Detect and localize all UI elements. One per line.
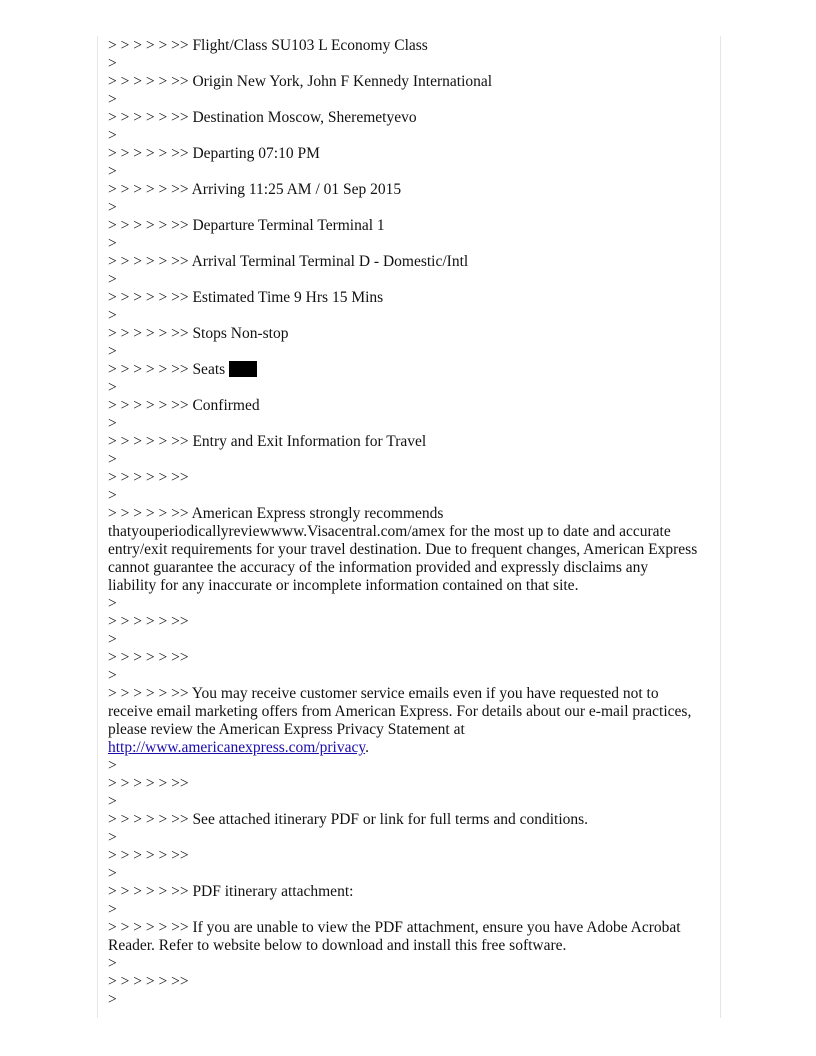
privacy-period: . — [365, 739, 369, 756]
pdf-attachment-line: > > > > > >> PDF itinerary attachment: — [108, 883, 354, 900]
quote-marker: > — [108, 595, 117, 612]
quote-marker: > — [108, 91, 117, 108]
quote-marker: > — [108, 865, 117, 882]
quote-marker: > — [108, 829, 117, 846]
empty-quote-line: > > > > > >> — [108, 775, 189, 792]
service-emails-paragraph — [108, 685, 698, 757]
arrival-terminal-line: > > > > > >> Arrival Terminal Terminal D - Domestic/Intl — [108, 253, 469, 270]
quote-marker: > — [108, 235, 117, 252]
quote-marker: > — [108, 343, 117, 360]
quote-marker: > — [108, 991, 117, 1008]
quote-marker: > — [108, 793, 117, 810]
quote-marker: > — [108, 631, 117, 648]
seats-label: > > > > > >> Seats — [108, 361, 230, 378]
quote-marker: > — [108, 757, 117, 774]
empty-quote-line: > > > > > >> — [108, 469, 189, 486]
origin-line: > > > > > >> Origin New York, John F Kennedy International — [108, 73, 493, 90]
quote-marker: > — [108, 901, 117, 918]
empty-quote-line: > > > > > >> — [108, 613, 189, 630]
privacy-link[interactable]: http://www.americanexpress.com/privacy — [108, 739, 366, 756]
empty-quote-line: > > > > > >> — [108, 847, 189, 864]
seats-line — [108, 361, 698, 379]
pdf-unable-paragraph: > > > > > >> If you are unable to view the PDF attachment, ensure you have Adobe Acrobat Reader. Refer to website below to download and install this free software. — [108, 919, 685, 954]
quote-marker: > — [108, 667, 117, 684]
email-body — [108, 37, 702, 1009]
see-attached-line: > > > > > >> See attached itinerary PDF or link for full terms and conditions. — [108, 811, 589, 828]
departure-terminal-line: > > > > > >> Departure Terminal Terminal 1 — [108, 217, 385, 234]
amex-recommends-paragraph: > > > > > >> American Express strongly recommends thatyouperiodicallyreviewwww.Visacentral.com/amex for the most up to date and accurate entry/exit requirements for your travel destination. Due to frequent changes, American Express cannot guarantee the accuracy of the information provided and expressly disclaims any liability for any inaccurate or incomplete information contained on that site. — [108, 505, 702, 594]
entry-exit-heading: > > > > > >> Entry and Exit Information for Travel — [108, 433, 427, 450]
quote-marker: > — [108, 55, 117, 72]
empty-quote-line: > > > > > >> — [108, 973, 189, 990]
quote-marker: > — [108, 307, 117, 324]
quote-marker: > — [108, 199, 117, 216]
empty-quote-line: > > > > > >> — [108, 649, 189, 666]
arriving-line: > > > > > >> Arriving 11:25 AM / 01 Sep 2015 — [108, 181, 402, 198]
stops-line: > > > > > >> Stops Non-stop — [108, 325, 289, 342]
quote-marker: > — [108, 955, 117, 972]
confirmed-line: > > > > > >> Confirmed — [108, 397, 260, 414]
flight-class-line: > > > > > >> Flight/Class SU103 L Economy Class — [108, 37, 428, 54]
service-emails-text: > > > > > >> You may receive customer service emails even if you have requested not to receive email marketing offers from American Express. For details about our e-mail practices, please review the American Express Privacy Statement at — [108, 685, 696, 738]
departing-line: > > > > > >> Departing 07:10 PM — [108, 145, 320, 162]
quote-marker: > — [108, 271, 117, 288]
quote-marker: > — [108, 379, 117, 396]
quote-marker: > — [108, 127, 117, 144]
quote-marker: > — [108, 163, 117, 180]
quote-marker: > — [108, 487, 117, 504]
destination-line: > > > > > >> Destination Moscow, Sheremetyevo — [108, 109, 417, 126]
quote-marker: > — [108, 451, 117, 468]
quote-marker: > — [108, 415, 117, 432]
redacted-seat-block — [229, 361, 257, 377]
estimated-time-line: > > > > > >> Estimated Time 9 Hrs 15 Mins — [108, 289, 384, 306]
